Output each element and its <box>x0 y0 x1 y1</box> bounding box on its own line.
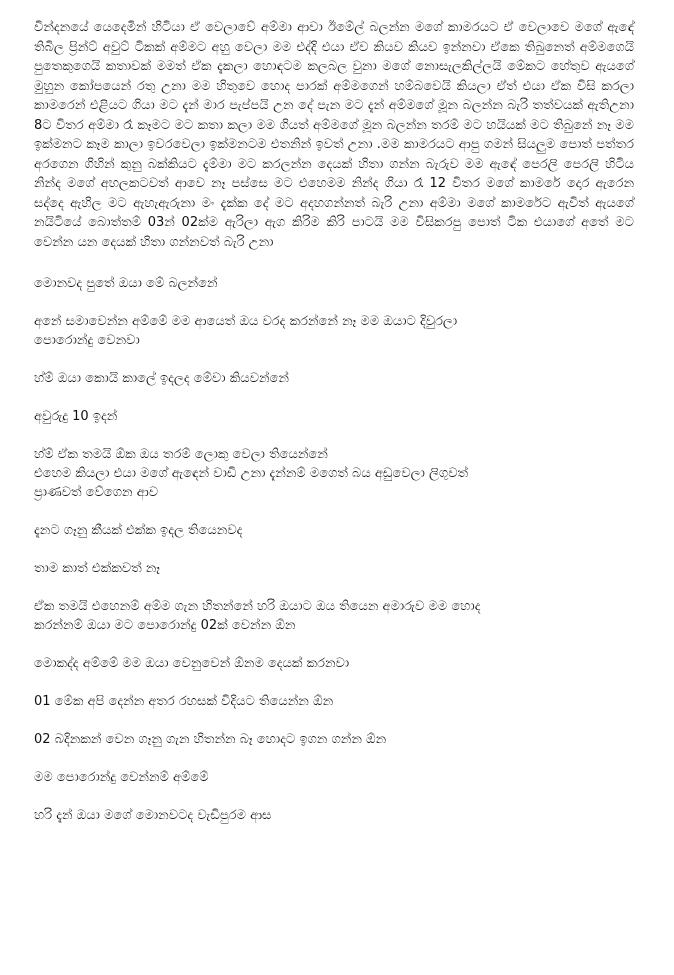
dialogue-text: තාම කාත් එක්කවත් නෑ <box>34 561 160 576</box>
dialogue-text: හ්ම් ඒක තමයි ඕක ඔය තරම් ලොකු වෙලා තියෙන්නේ <box>34 447 328 462</box>
dialogue-line <box>34 559 634 578</box>
dialogue-line <box>34 806 634 825</box>
dialogue-line <box>34 730 634 749</box>
dialogue-line <box>34 597 634 635</box>
dialogue-text: ඒක තමයි එහෙනම් අම්ම ගැන හිතන්නේ හරි ඔයාට ඔය තියෙන අමාරුව මම හොද <box>34 599 481 614</box>
dialogue-line <box>34 692 634 711</box>
dialogue-line <box>34 654 634 673</box>
dialogue-line <box>34 312 634 350</box>
dialogue-text: මම පොරොන්දු වෙන්නම් අම්මේ <box>34 770 209 785</box>
dialogue-text: ප්‍රාණවත් වේගෙන ආව <box>34 485 159 500</box>
dialogue-text: හරි දැන් ඔයා මගේ මොනවටද වැඩිපුරම ආස <box>34 808 272 823</box>
dialogue-text: අනේ සමාවෙන්න අම්මේ මම ආයෙත් ඔය වරද කරන්නේ නෑ මම ඔයාට දිවුරලා <box>34 314 458 329</box>
dialogue-text: මොකද්ද අම්මේ මම ඔයා වෙනුවෙන් ඕනම දෙයක් කරනවා <box>34 656 350 671</box>
dialogue-line <box>34 274 634 293</box>
dialogue-text: හ්ම් ඔයා කොයි කාලේ ඉදලද මේවා කියවන්නේ <box>34 371 289 386</box>
dialogue-text: මොනවද පුතේ ඔයා මේ බලන්නේ <box>34 276 218 291</box>
dialogue-line <box>34 369 634 388</box>
dialogue-text: කරන්නම් ඔයා මට පොරොන්දු 02ක් වෙන්න ඕන <box>34 618 296 633</box>
dialogue-line <box>34 521 634 540</box>
opening-paragraph: වින්දනයේ යෙදෙමින් හිටියා ඒ වෙලාවේ අම්මා ආවා ඊමේල් බලන්න මගේ කාමරයට ඒ වෙලාවෙ මගේ ඇඳේ තිබිල ප්‍රින්ට් අවුට් ටිකක් අම්මට අහු වෙලා මම එද්දි එයා ඒව කියව කියව ඉන්නවා ඒකෙ තිබුනෙත් අම්මගෙයි පුතෙකුගෙයි කතාවක් මමත් ඒක දැකලා හොඳටම කලබල වුනා මගේ නොසැලකිල්ලයි මේකට හේතුව ඇයගේ මුහුන කෝපයෙන් රතු උනා මම හිතුවෙ හොද පාරක් අම්මගෙන් හම්බවෙයි කියලා ඒත් එයා ඒක විසි කරලා කාමරෙන් එළියට ගියා මට දැන් මාර පැප්පයි උන දේ පැන මට දැන් අම්මගේ මූන බලන්න බැරි තත්වයක් ඇතිඋනා 8ට විතර අම්මා රෑ කෑමට මට කතා කලා මම ගියත් අම්මගේ මූන බලන්න තරම් මට හයියක් මට තිබුනේ නෑ මම ඉක්මනට කෑම කාලා ඉවරවෙලා ඉක්මනටම එතනින් ඉවත් උනා .මම කාමරයට ආපු ගමන් සියලුම පොත් පත්තර අරගෙන ගිහින් කුනු බක්කියට දැම්මා මට කරලන්න දෙයක් හිතා ගන්න බැරුව මම ඇඳේ පෙරලි පෙරලි හිටිය නින්ද මගේ අහලකටවත් ආවෙ නෑ පස්සෙ මට එහෙමම නින්ද ගියා රෑ 12 විතර මගේ කාමරේ දොර ඇරෙන සද්දෙ ඇහිල මට ඇහැඇරුනා මං දැක්ක දේ මට අදහගන්නත් බැරි උනා අම්මා මගේ කාමරේට ඇවිත් ඇයගේ නයිටියේ බොත්තම් 03න් 02ක්ම ඇරිලා ඇග කිරිම කිරි පාටයි මම විසිකරපු පොත් ටික එයාගේ අතේ මට වෙන්න යන දෙයක් හිතා ගන්නවත් බැරි උනා <box>34 20 634 250</box>
dialogue-text: 01 මේක අපි දෙන්න අතර රහසක් විදියට තියෙන්න ඕන <box>34 694 334 709</box>
dialogue-line <box>34 445 634 502</box>
dialogue-text: දැනට ගෑනු කීයක් එක්ක ඉදල තියෙනවද <box>34 523 243 538</box>
dialogue-line <box>34 407 634 426</box>
dialogue-text: එහෙම කියලා එයා මගේ ඇඳෙන් වාඩි උනා දැන්නම් මගෙත් බය අඩුවෙලා ලිගුවත් <box>34 466 469 481</box>
dialogue-text: පොරොන්දු වෙනවා <box>34 333 140 348</box>
dialogue-text: අවුරුදු 10 ඉදන් <box>34 409 118 424</box>
dialogue-text: 02 බදිනකන් වෙන ගෑනු ගැන හිතන්න බෑ හොදට ඉගන ගන්න ඕන <box>34 732 387 747</box>
dialogue-line <box>34 768 634 787</box>
